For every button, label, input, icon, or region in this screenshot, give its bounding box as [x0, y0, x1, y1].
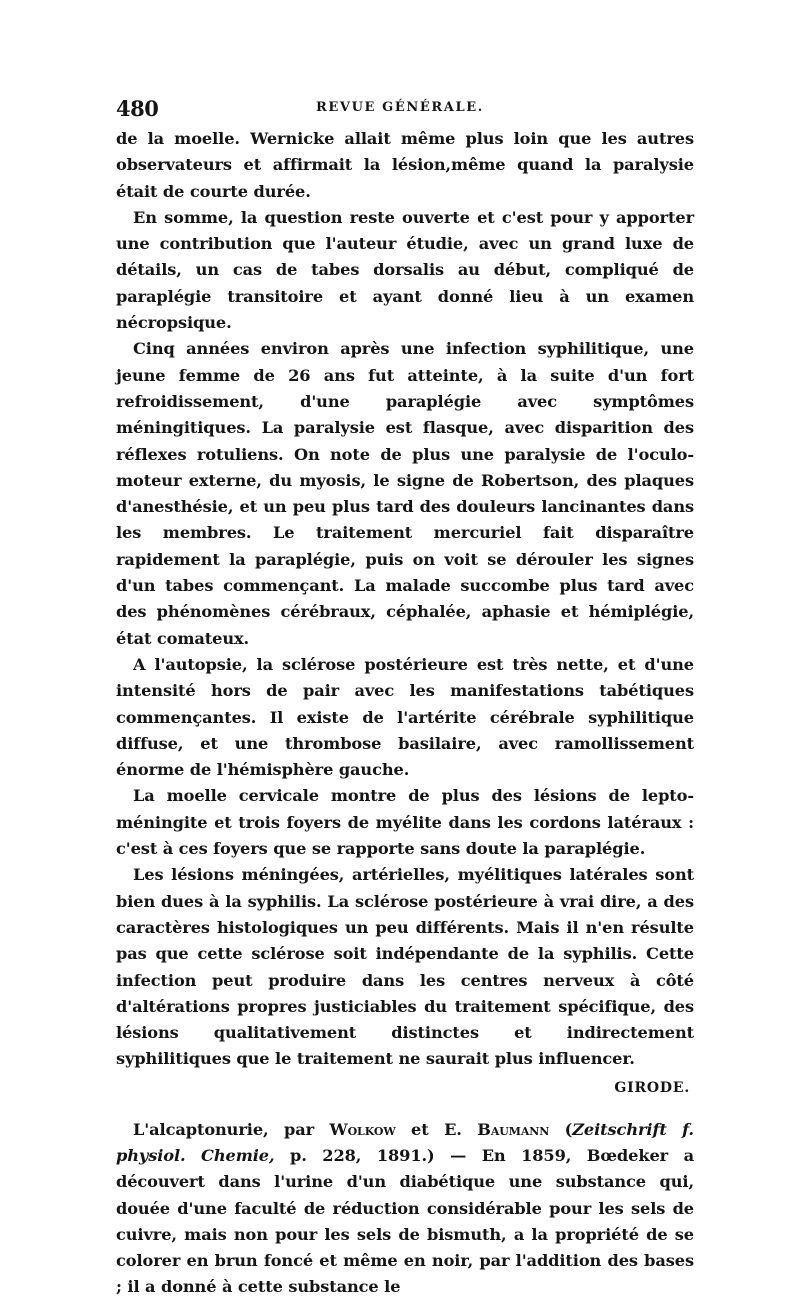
page-number: 480	[116, 96, 159, 121]
page	[116, 96, 694, 1301]
paragraph: Les lésions méningées, artérielles, myélitiques latérales sont bien dues à la syphilis. La sclérose postérieure à vrai dire, a des caractères histologiques un peu différents. Mais il n'en résulte pas que cette sclérose soit indépendante de la syphilis. Cette infection peut produire dans les centres nerveux à côté d'altérations propres justiciables du traitement spécifique, des lésions qualitativement distinctes et indirectement syphilitiques que le traitement ne saurait plus influencer.	[116, 865, 694, 1069]
article-entry	[116, 1117, 694, 1301]
section-gap	[116, 1101, 694, 1117]
citation-details: p. 228, 1891.)	[290, 1145, 435, 1165]
article-paragraph	[116, 1117, 694, 1301]
paragraph: En somme, la question reste ouverte et c'est pour y apporter une contribution que l'auteur étudie, avec un grand luxe de détails, un cas de tabes dorsalis au début, compliqué de paraplégie transitoire et ayant donné lieu à un examen nécropsique.	[116, 207, 694, 333]
journal-name: Zeitschrift f. physiol. Chemie,	[116, 1119, 694, 1165]
paragraph: La moelle cervicale montre de plus des lésions de lepto-méningite et trois foyers de myélite dans les cordons latéraux : c'est à ces foyers que se rapporte sans doute la paraplégie.	[116, 786, 694, 859]
article-by: par	[284, 1119, 315, 1139]
page-header	[116, 96, 694, 126]
paragraph: A l'autopsie, la sclérose postérieure est très nette, et d'une intensité hors de pair avec les manifestations tabétiques commençantes. Il existe de l'artérite cérébrale syphilitique diffuse, et une thrombose basilaire, avec ramollissement énorme de l'hémisphère gauche.	[116, 654, 694, 780]
running-head: REVUE GÉNÉRALE.	[316, 100, 484, 115]
paragraph-continuation: de la moelle. Wernicke allait même plus loin que les autres observateurs et affirmait la lésion,même quand la paralysie était de courte durée.	[116, 129, 694, 201]
article-author-2: E. Baumann	[444, 1119, 550, 1139]
citation-open: (	[564, 1119, 573, 1139]
article-title: L'alcaptonurie,	[133, 1119, 269, 1139]
article-body: — En 1859, Bœdeker a découvert dans l'urine d'un diabétique une substance qui, douée d'une faculté de réduction considérable pour les sels de cuivre, mais non pour les sels de bismuth, a la propriété de se colorer en brun foncé et même en noir, par l'addition des bases ; il a donné à cette substance le	[116, 1145, 694, 1297]
body-text	[116, 126, 694, 1073]
paragraph: Cinq années environ après une infection syphilitique, une jeune femme de 26 ans fut atteinte, à la suite d'un fort refroidissement, d'une paraplégie avec symptômes méningitiques. La paralysie est flasque, avec disparition des réflexes rotuliens. On note de plus une paralysie de l'oculo-moteur externe, du myosis, le signe de Robertson, des plaques d'anesthésie, et un peu plus tard des douleurs lancinantes dans les membres. Le traitement mercuriel fait disparaître rapidement la paraplégie, puis on voit se dérouler les signes d'un tabes commençant. La malade succombe plus tard avec des phénomènes cérébraux, céphalée, aphasie et hémiplégie, état comateux.	[116, 339, 694, 648]
article-and: et	[411, 1119, 429, 1139]
article-author-1: Wolkow	[329, 1119, 396, 1139]
author-signature: GIRODE.	[614, 1079, 690, 1096]
